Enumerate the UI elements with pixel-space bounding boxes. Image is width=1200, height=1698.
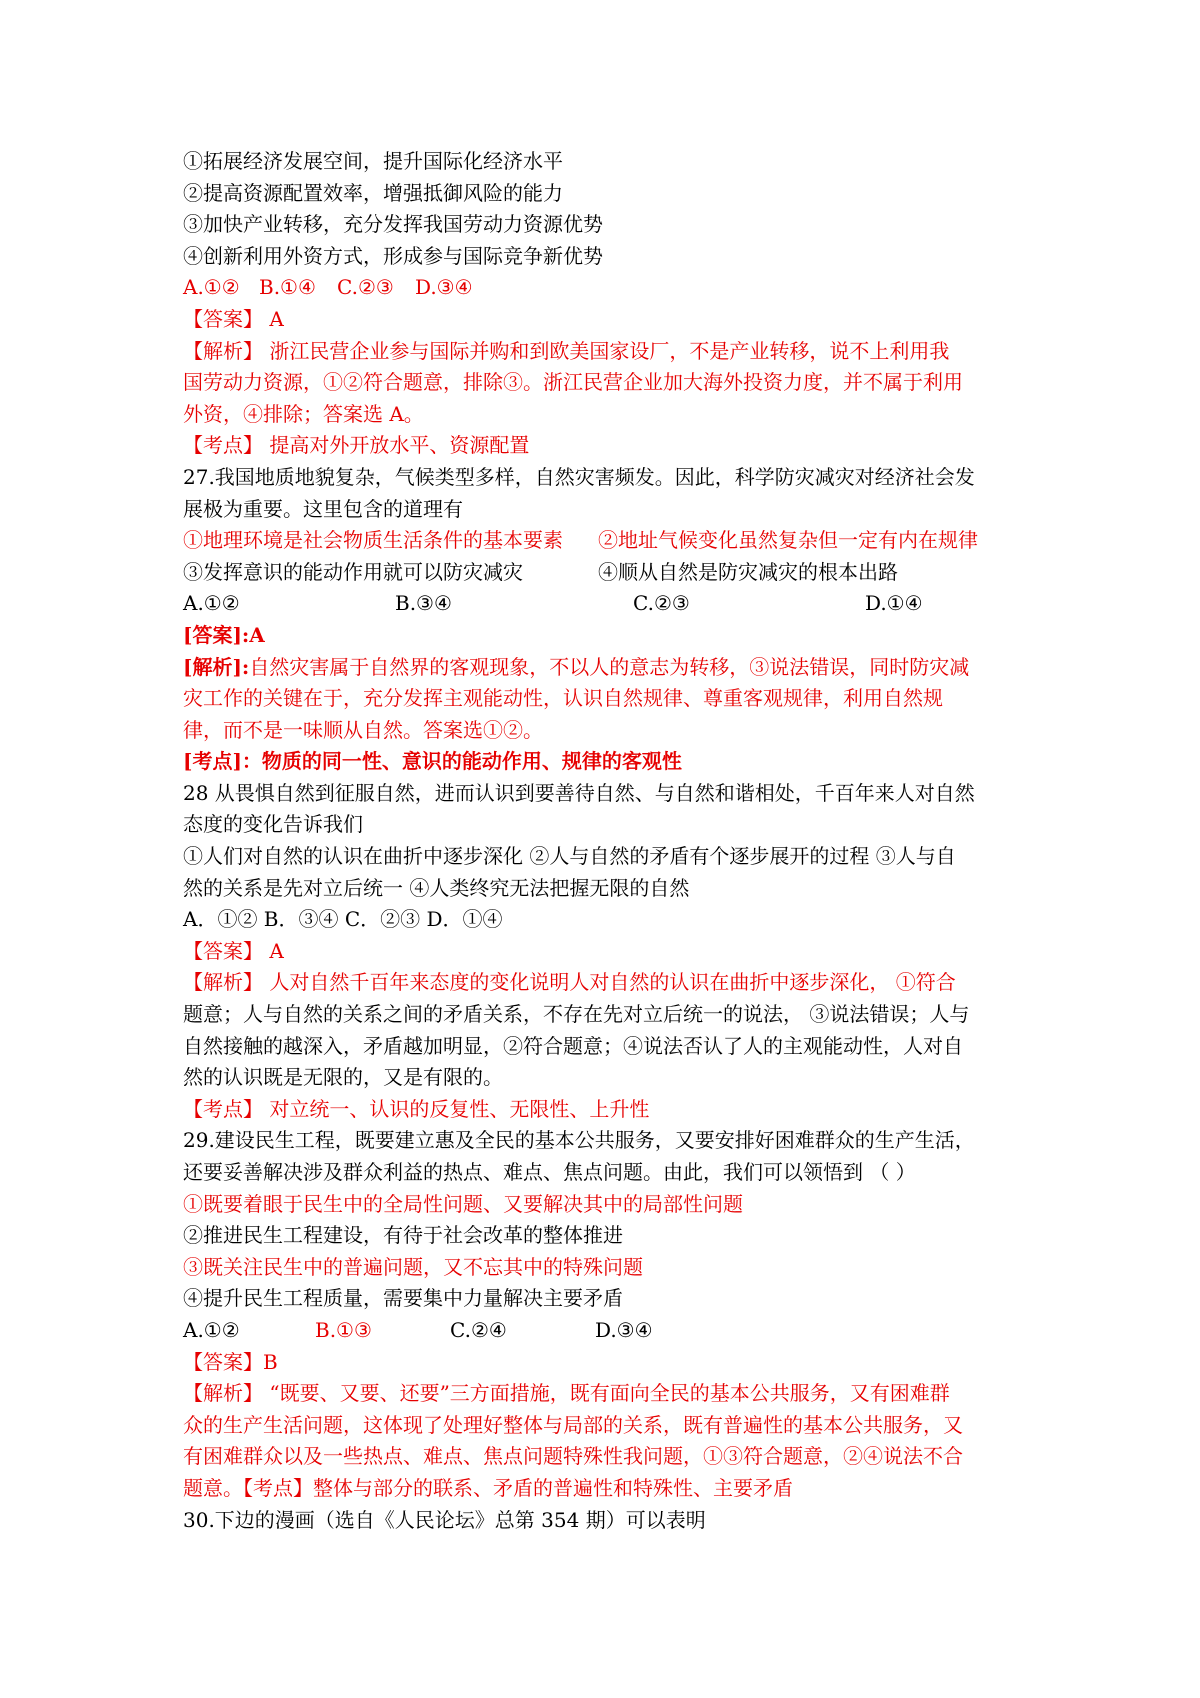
q27-analysis-line-1 (183, 652, 1033, 684)
q27-stem-line-2: 展极为重要。这里包含的道理有 (183, 496, 463, 521)
q29-analysis-line-3: 有困难群众以及一些热点、难点、焦点问题特殊性我问题，①③符合题意，②④说法不合 (183, 1444, 963, 1469)
q29-option-3: ③既关注民生中的普遍问题，又不忘其中的特殊问题 (183, 1254, 643, 1279)
q28-point: 【考点】 对立统一、认识的反复性、无限性、上升性 (183, 1096, 650, 1121)
q27-choice-c: C.②③ (633, 591, 690, 616)
page-content (183, 146, 1033, 1536)
q26-choice-c: C.②③ (337, 275, 394, 300)
q29-analysis-line-4: 题意。【考点】整体与部分的联系、矛盾的普遍性和特殊性、主要矛盾 (183, 1475, 793, 1500)
q27-choice-b: B.③④ (395, 591, 452, 616)
q29-answer: 【答案】B (183, 1349, 278, 1374)
q27-option-3: ③发挥意识的能动作用就可以防灾减灾 (183, 559, 523, 584)
q26-option-4: ④创新利用外资方式，形成参与国际竞争新优势 (183, 243, 603, 268)
q28-options-line-2: 然的关系是先对立后统一 ④人类终究无法把握无限的自然 (183, 875, 690, 900)
q26-choices (183, 272, 1033, 304)
q26-analysis-line-3: 外资，④排除；答案选 A。 (183, 401, 424, 426)
q26-point: 【考点】 提高对外开放水平、资源配置 (183, 433, 530, 458)
q29-choice-c: C.②④ (450, 1317, 507, 1342)
q29-analysis-line-1: 【解析】 “既要、又要、还要”三方面措施，既有面向全民的基本公共服务，又有困难群 (183, 1381, 950, 1406)
q27-options-row-1 (183, 525, 1033, 557)
q27-option-2: ②地址气候变化虽然复杂但一定有内在规律 (598, 528, 978, 553)
q27-point: [考点]：物质的同一性、意识的能动作用、规律的客观性 (183, 749, 682, 774)
q27-analysis-line-3: 律，而不是一味顺从自然。答案选①②。 (183, 717, 543, 742)
q28-answer: 【答案】 A (183, 938, 284, 963)
q26-analysis-line-1: 【解析】 浙江民营企业参与国际并购和到欧美国家设厂，不是产业转移，说不上利用我 (183, 338, 950, 363)
q29-option-4: ④提升民生工程质量，需要集中力量解决主要矛盾 (183, 1286, 623, 1311)
q29-analysis-line-2: 众的生产生活问题，这体现了处理好整体与局部的关系，既有普遍性的基本公共服务，又 (183, 1412, 963, 1437)
q29-option-2: ②推进民生工程建设，有待于社会改革的整体推进 (183, 1223, 623, 1248)
q27-analysis-line-2: 灾工作的关键在于，充分发挥主观能动性，认识自然规律、尊重客观规律，利用自然规 (183, 686, 943, 711)
q29-choices (183, 1315, 1033, 1347)
q28-analysis-line-2: 题意；人与自然的关系之间的矛盾关系，不存在先对立后统一的说法， ③说法错误；人与 (183, 1002, 970, 1027)
q28-analysis-line-3: 自然接触的越深入，矛盾越加明显，②符合题意；④说法否认了人的主观能动性，人对自 (183, 1033, 963, 1058)
q29-stem-line-2: 还要妥善解决涉及群众利益的热点、难点、焦点问题。由此，我们可以领悟到 （ ） (183, 1160, 916, 1184)
q26-analysis-line-2: 国劳动力资源，①②符合题意，排除③。浙江民营企业加大海外投资力度，并不属于利用 (183, 370, 963, 395)
q27-options-row-2 (183, 557, 1033, 589)
q28-analysis-line-1: 【解析】 人对自然千百年来态度的变化说明人对自然的认识在曲折中逐步深化， ①符合 (183, 970, 956, 995)
q27-choice-d: D.①④ (865, 591, 923, 616)
q27-choice-a: A.①② (183, 591, 240, 616)
q29-choice-d: D.③④ (595, 1317, 653, 1342)
q28-stem-line-1: 28 从畏惧自然到征服自然，进而认识到要善待自然、与自然和谐相处，千百年来人对自然 (183, 780, 975, 805)
q27-option-1: ①地理环境是社会物质生活条件的基本要素 (183, 528, 563, 553)
q30-stem: 30.下边的漫画（选自《人民论坛》总第 354 期）可以表明 (183, 1507, 706, 1532)
q29-choice-a: A.①② (183, 1317, 240, 1342)
q29-stem-line-1: 29.建设民生工程，既要建立惠及全民的基本公共服务，又要安排好困难群众的生产生活， (183, 1128, 975, 1153)
q26-answer: 【答案】 A (183, 306, 284, 331)
q28-analysis-line-4: 然的认识既是无限的，又是有限的。 (183, 1065, 503, 1090)
q28-choices: A．①② B．③④ C．②③ D．①④ (183, 907, 503, 932)
q27-answer: [答案]:A (183, 622, 265, 647)
q28-stem-line-2: 态度的变化告诉我们 (183, 812, 363, 837)
q26-choice-a: A.①② (183, 275, 240, 300)
q27-option-4: ④顺从自然是防灾减灾的根本出路 (598, 559, 898, 584)
q27-analysis-label: [解析]: (183, 654, 250, 679)
q27-analysis-text-1: 自然灾害属于自然界的客观现象，不以人的意志为转移，③说法错误，同时防灾减 (249, 654, 970, 679)
q26-option-1: ①拓展经济发展空间，提升国际化经济水平 (183, 149, 563, 173)
q26-option-2: ②提高资源配置效率，增强抵御风险的能力 (183, 180, 563, 205)
q29-option-1: ①既要着眼于民生中的全局性问题、又要解决其中的局部性问题 (183, 1191, 743, 1216)
q28-options-line-1: ①人们对自然的认识在曲折中逐步深化 ②人与自然的矛盾有个逐步展开的过程 ③人与自 (183, 844, 956, 869)
q26-choice-b: B.①④ (259, 275, 316, 300)
q26-choice-d: D.③④ (415, 275, 473, 300)
q27-stem-line-1: 27.我国地质地貌复杂，气候类型多样，自然灾害频发。因此，科学防灾减灾对经济社会发 (183, 464, 975, 489)
q26-option-3: ③加快产业转移，充分发挥我国劳动力资源优势 (183, 212, 603, 237)
q29-choice-b: B.①③ (315, 1317, 372, 1342)
q27-choices (183, 588, 1033, 620)
